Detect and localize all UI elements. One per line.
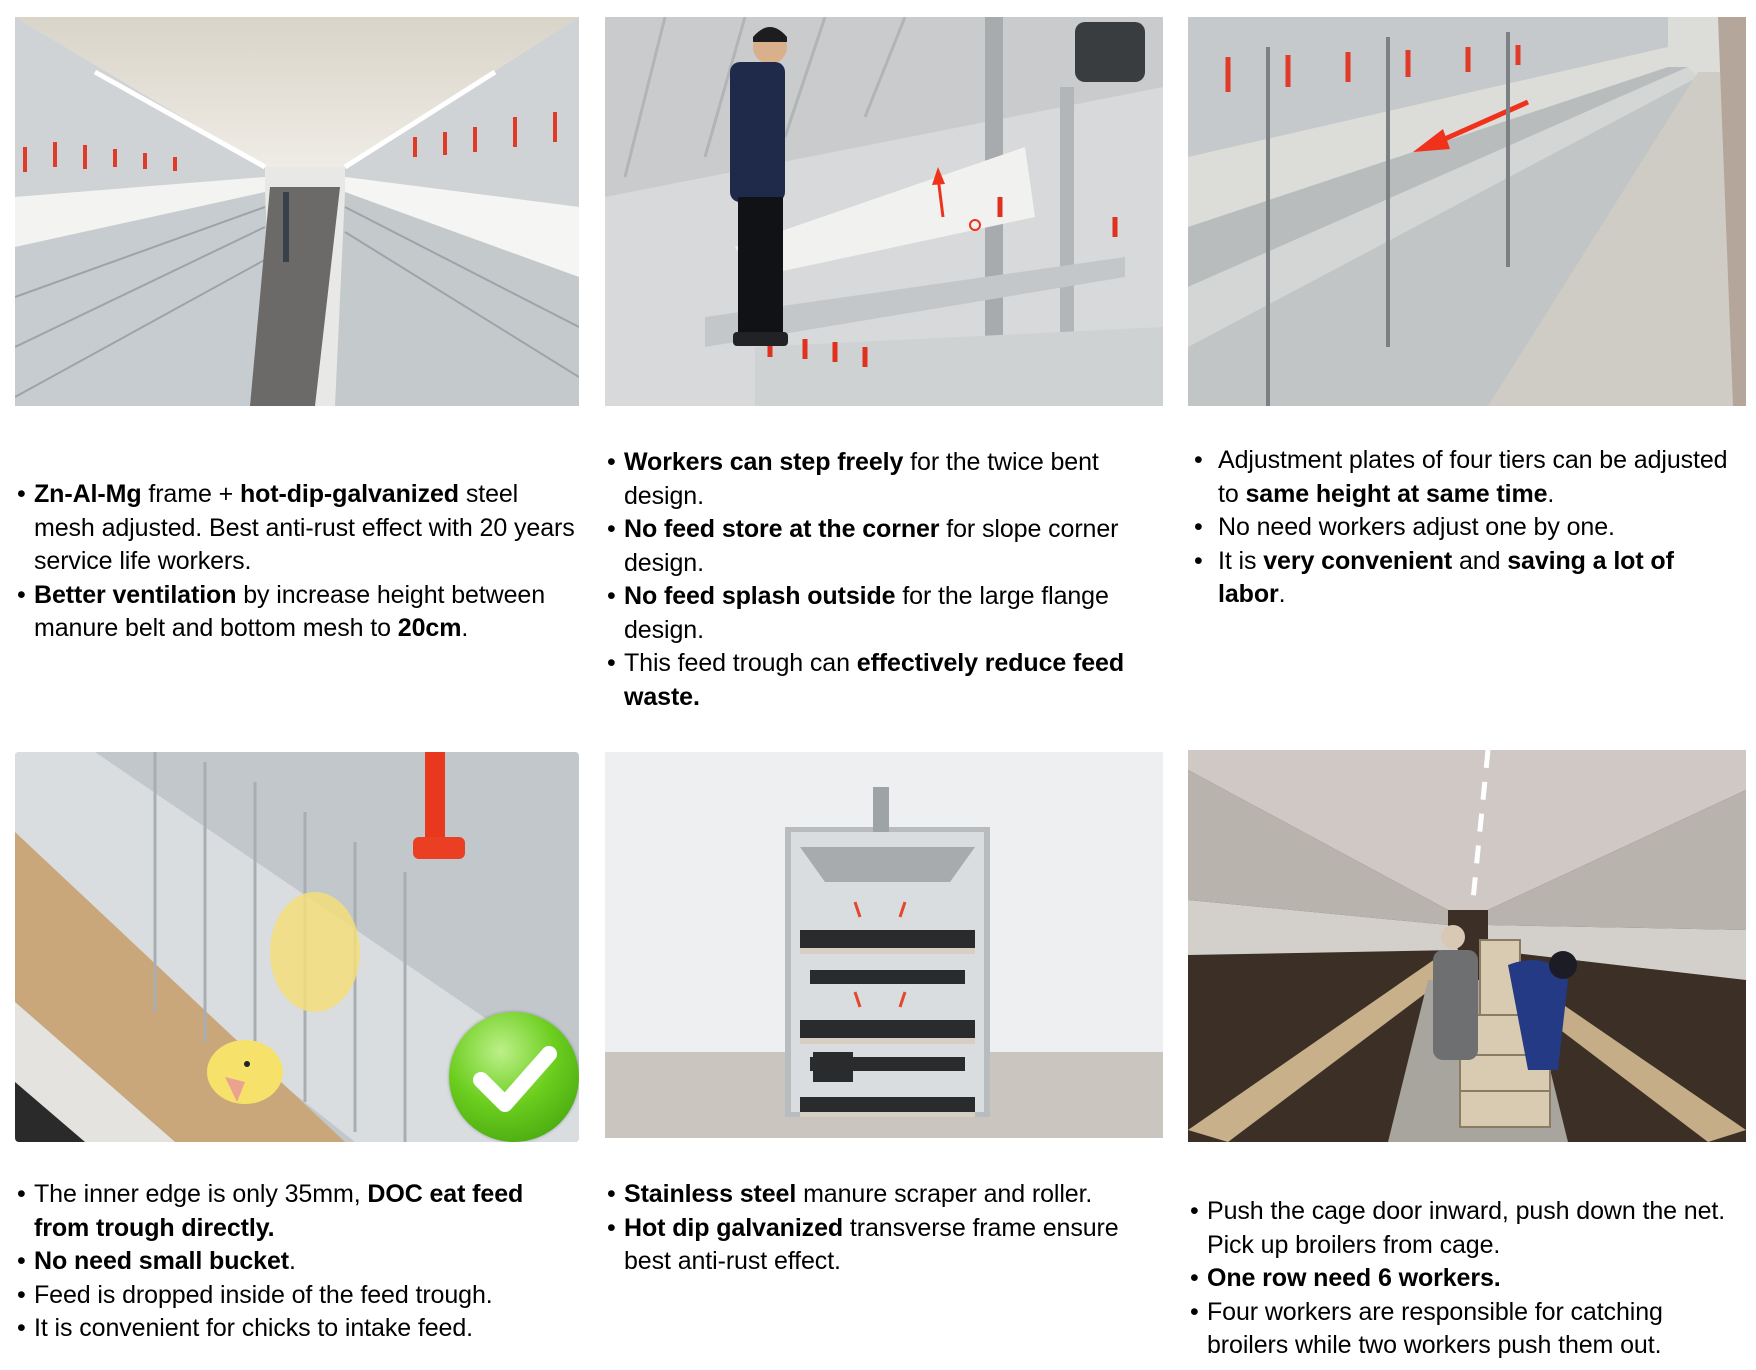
photo-manure-scraper	[605, 752, 1163, 1138]
bullet-no-feed-splash: • No feed splash outside for the large flange design.	[605, 580, 1125, 647]
caption-trough-step	[605, 446, 1125, 714]
bullet-push-cage-door: • Push the cage door inward, push down the net. Pick up broilers from cage.	[1188, 1195, 1746, 1262]
bullet-four-workers-catching: • Four workers are responsible for catching broilers while two workers push them out.	[1188, 1296, 1746, 1363]
bullet-hot-dip-galvanized: • Hot dip galvanized transverse frame ensure best anti-rust effect.	[605, 1212, 1163, 1279]
photo-adjustment	[1188, 17, 1746, 406]
caption-harvest	[1188, 1195, 1746, 1363]
bullet-convenient-intake: • It is convenient for chicks to intake feed.	[15, 1312, 555, 1346]
bullet-no-small-bucket: • No need small bucket.	[15, 1245, 555, 1279]
photo-doc-feeding	[15, 752, 579, 1142]
photo-frame-aisle	[15, 17, 579, 406]
bullet-no-need-adjust: • No need workers adjust one by one.	[1188, 511, 1746, 545]
bullet-feed-dropped-inside: • Feed is dropped inside of the feed trough.	[15, 1279, 555, 1313]
caption-doc-feeding	[15, 1178, 555, 1346]
bullet-convenient-labor: • It is very convenient and saving a lot of labor.	[1188, 545, 1746, 612]
bullet-six-workers: • One row need 6 workers.	[1188, 1262, 1746, 1296]
bullet-stainless-steel: • Stainless steel manure scraper and roller.	[605, 1178, 1163, 1212]
bullet-zn-al-mg-frame: • Zn-Al-Mg frame + hot-dip-galvanized steel mesh adjusted. Best anti-rust effect with 20 years service life workers.	[15, 478, 579, 579]
bullet-adjustment-plates: • Adjustment plates of four tiers can be adjusted to same height at same time.	[1188, 444, 1746, 511]
photo-harvest	[1188, 750, 1746, 1142]
caption-manure-scraper	[605, 1178, 1163, 1279]
photo-trough-step	[605, 17, 1163, 406]
bullet-inner-edge-35mm: • The inner edge is only 35mm, DOC eat feed from trough directly.	[15, 1178, 555, 1245]
bullet-better-ventilation: • Better ventilation by increase height between manure belt and bottom mesh to 20cm.	[15, 579, 579, 646]
bullet-reduce-feed-waste: • This feed trough can effectively reduce feed waste.	[605, 647, 1125, 714]
bullet-no-feed-store-corner: • No feed store at the corner for slope corner design.	[605, 513, 1125, 580]
caption-adjustment	[1188, 444, 1746, 612]
bullet-workers-step-freely: • Workers can step freely for the twice bent design.	[605, 446, 1125, 513]
caption-frame	[15, 478, 579, 646]
green-check-badge-icon	[449, 1012, 579, 1142]
